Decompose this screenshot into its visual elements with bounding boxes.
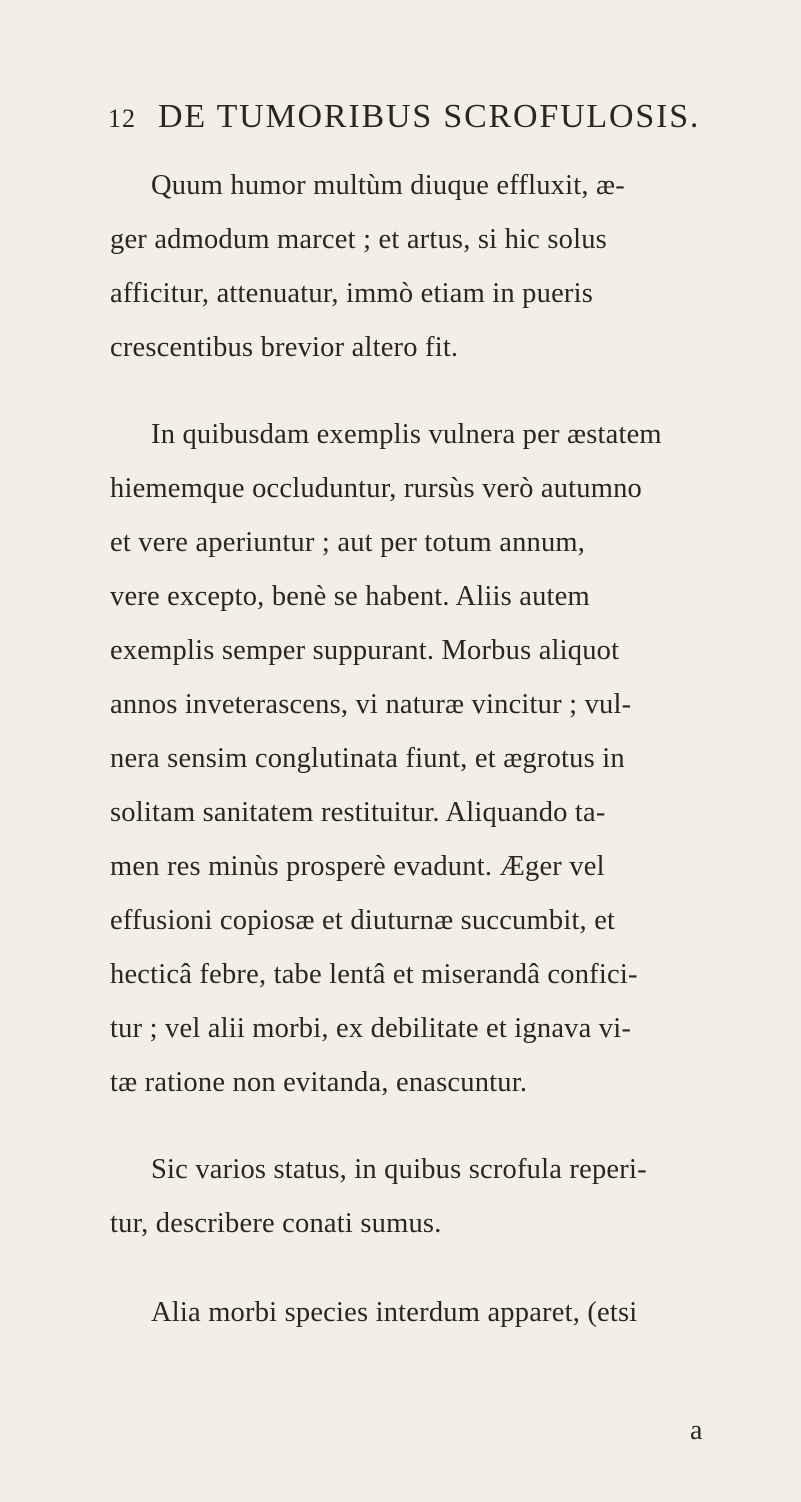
text-line: In quibusdam exemplis vulnera per æstatem	[151, 419, 662, 450]
text-line: hecticâ febre, tabe lentâ et miserandâ confici-	[110, 959, 638, 990]
text-line: afficitur, attenuatur, immò etiam in pueris	[110, 278, 594, 309]
text-line: Sic varios status, in quibus scrofula reperi-	[151, 1154, 647, 1185]
text-line: tur, describere conati sumus.	[110, 1208, 442, 1239]
text-line: Quum humor multùm diuque effluxit, æ-	[151, 170, 625, 201]
text-line: exemplis semper suppurant. Morbus aliquot	[110, 635, 620, 666]
page-number: 12	[108, 104, 136, 133]
text-line: men res minùs prosperè evadunt. Æger vel	[110, 851, 605, 882]
running-title: DE TUMORIBUS SCROFULOSIS.	[158, 98, 701, 135]
text-line: tæ ratione non evitanda, enascuntur.	[110, 1067, 528, 1098]
text-line: Alia morbi species interdum apparet, (etsi	[151, 1297, 638, 1328]
text-line: solitam sanitatem restituitur. Aliquando ta-	[110, 797, 606, 828]
text-line: hiememque occluduntur, rursùs verò autumno	[110, 473, 643, 504]
text-line: crescentibus brevior altero fit.	[110, 332, 459, 363]
text-line: et vere aperiuntur ; aut per totum annum,	[110, 527, 586, 558]
text-line: vere excepto, benè se habent. Aliis autem	[110, 581, 590, 612]
text-line: ger admodum marcet ; et artus, si hic solus	[110, 224, 607, 255]
text-line: effusioni copiosæ et diuturnæ succumbit, et	[110, 905, 616, 936]
catchword: a	[690, 1415, 703, 1446]
page-header	[108, 98, 748, 142]
text-line: tur ; vel alii morbi, ex debilitate et ignava vi-	[110, 1013, 632, 1044]
text-line: annos inveterascens, vi naturæ vincitur ; vul-	[110, 689, 632, 720]
text-line: nera sensim conglutinata fiunt, et ægrotus in	[110, 743, 625, 774]
